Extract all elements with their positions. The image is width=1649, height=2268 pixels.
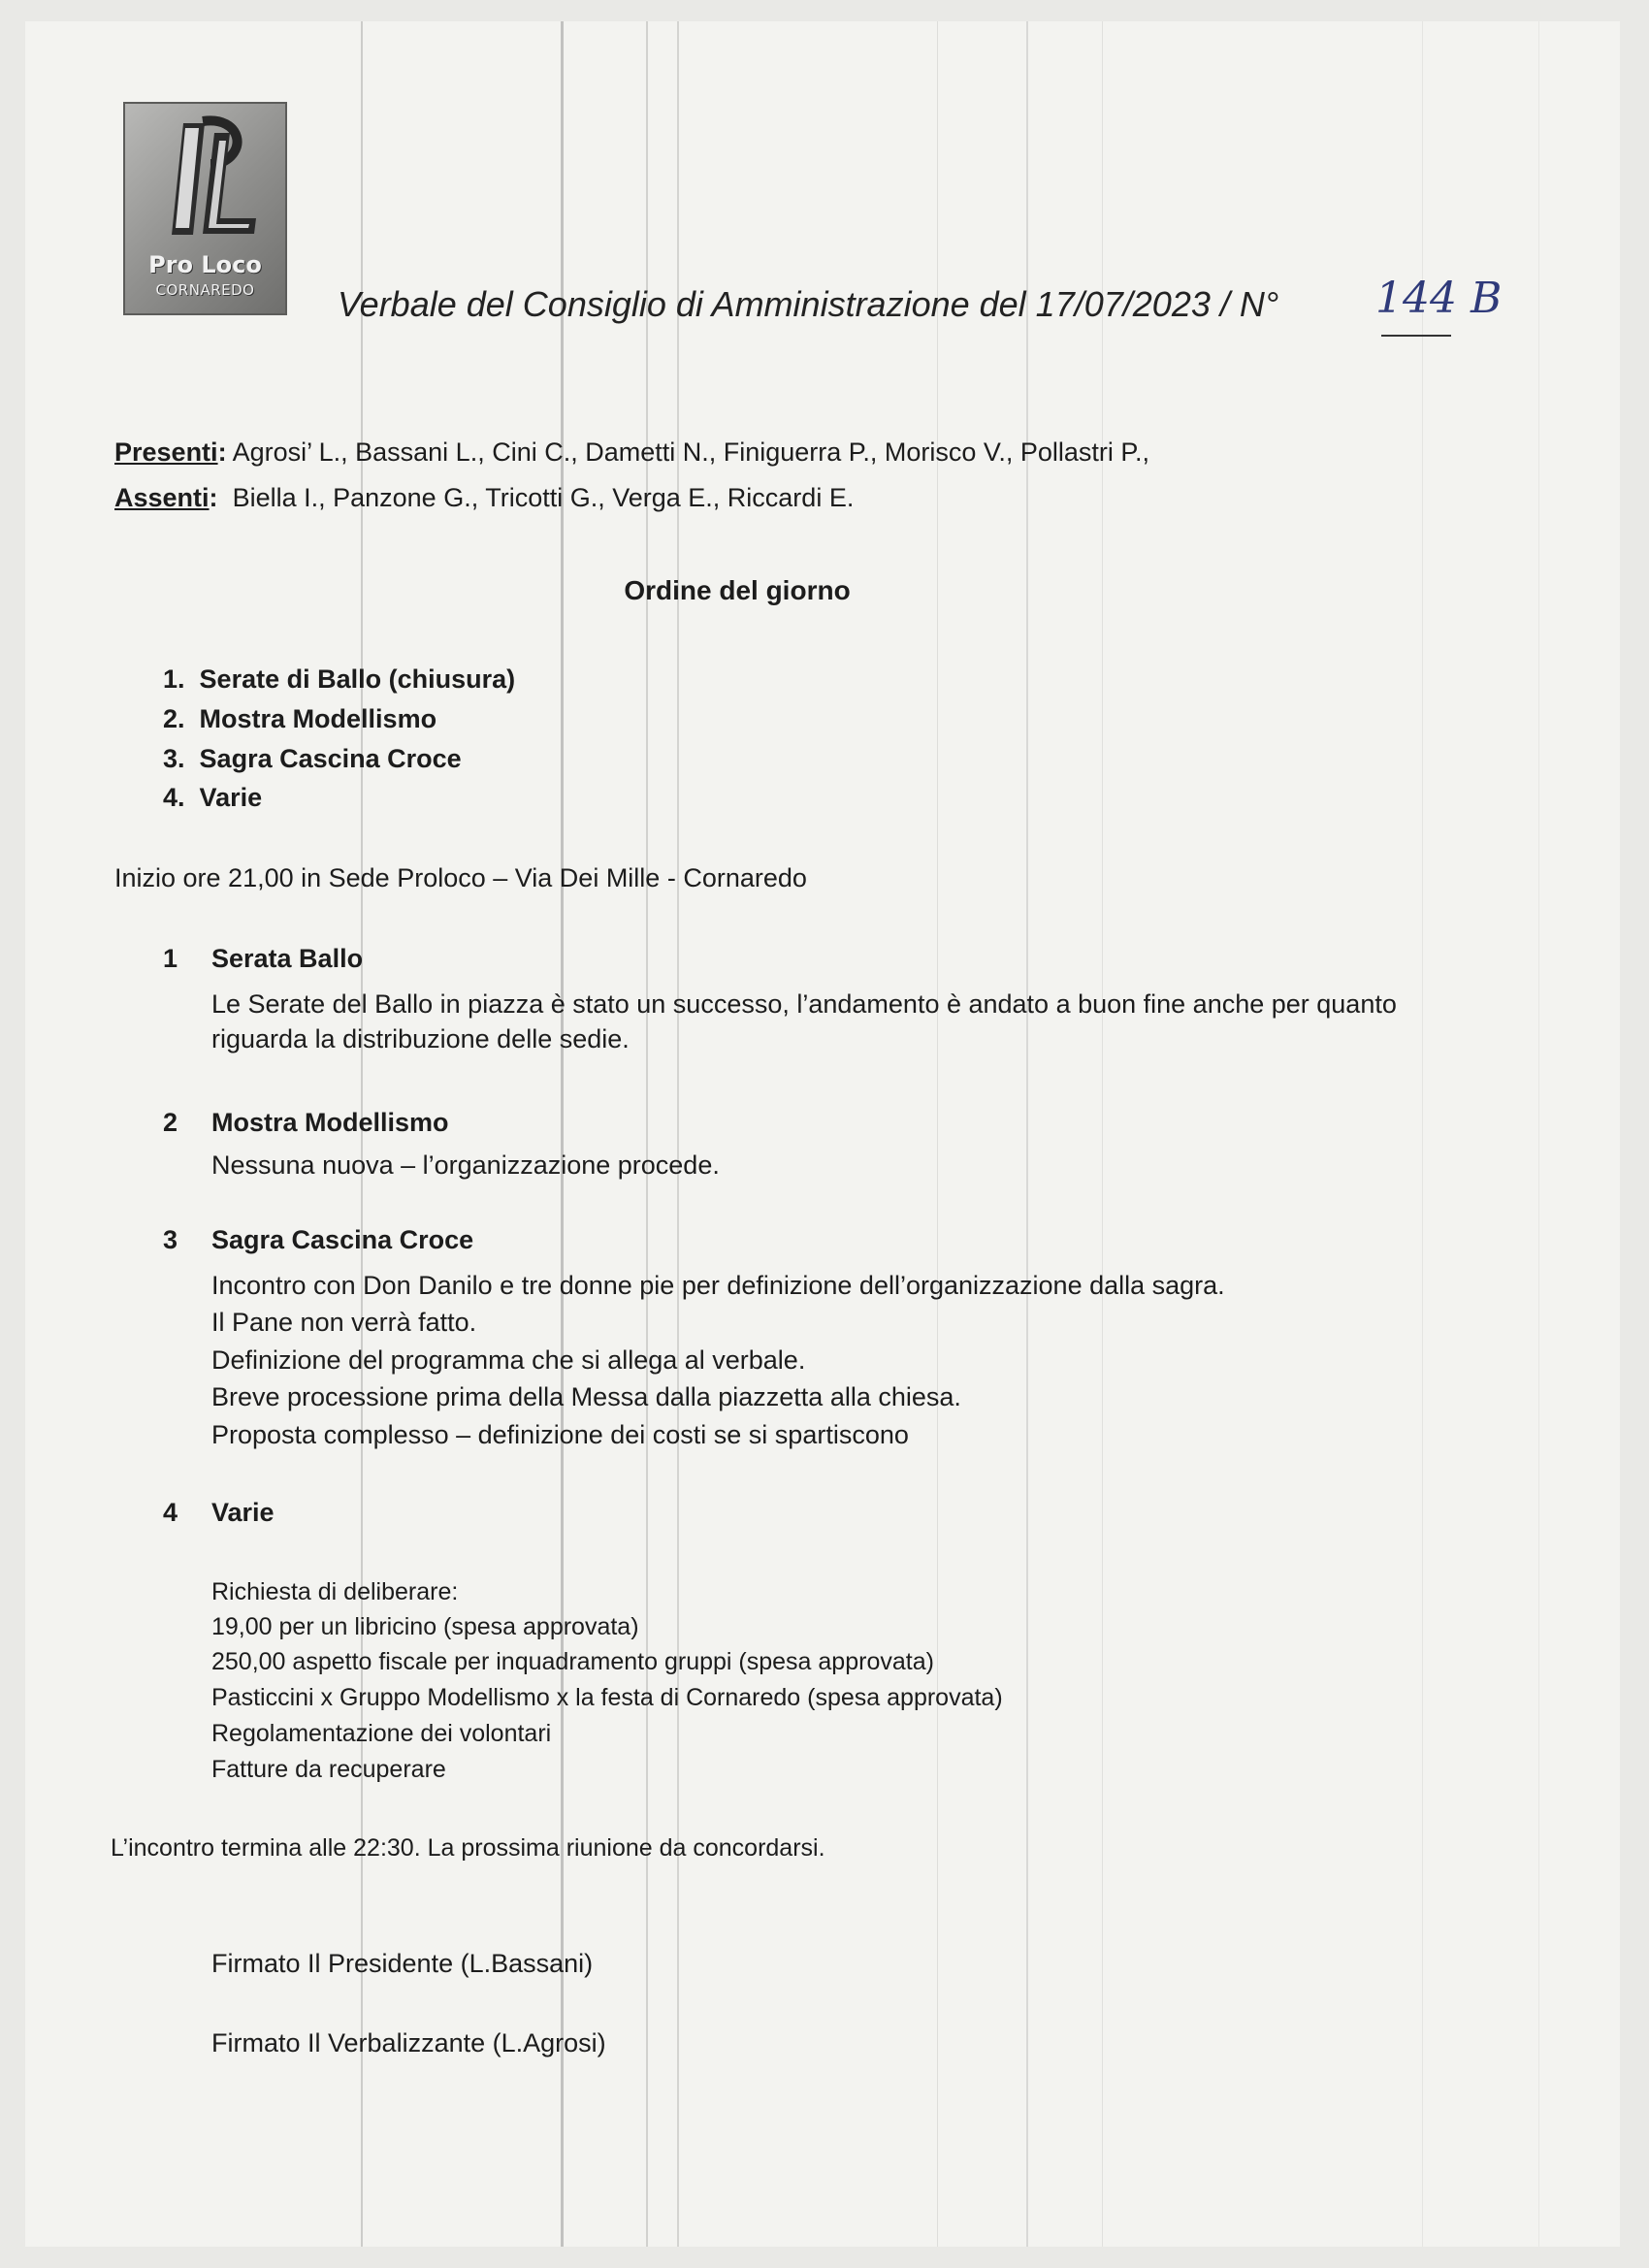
presenti-line: Presenti: Agrosi’ L., Bassani L., Cini C., Dametti N., Finiguerra P., Morisco V., Pollastri P., (114, 437, 1149, 467)
number-underline (1381, 335, 1451, 337)
section-line: Definizione del programma che si allega al verbale. (211, 1345, 806, 1375)
section-line: Fatture da recuperare (211, 1756, 446, 1783)
agenda-title: Ordine del giorno (624, 575, 851, 605)
assenti-names: Biella I., Panzone G., Tricotti G., Verga E., Riccardi E. (232, 483, 855, 512)
section-line: Breve processione prima della Messa dalla piazzetta alla chiesa. (211, 1382, 961, 1411)
section-title: Serata Ballo (211, 944, 364, 973)
section-title: Varie (211, 1498, 275, 1527)
agenda-item: 2. Mostra Modellismo (163, 704, 437, 733)
agenda-item: 1. Serate di Ballo (chiusura) (163, 664, 516, 694)
section-line: Regolamentazione dei volontari (211, 1720, 552, 1747)
pro-loco-logo (123, 102, 287, 315)
section-title: Mostra Modellismo (211, 1108, 449, 1137)
section-number: 3 (163, 1225, 178, 1254)
logo-line2: CORNAREDO (155, 281, 255, 299)
section-line: Richiesta di deliberare: (211, 1578, 459, 1605)
agenda-item: 3. Sagra Cascina Croce (163, 744, 462, 773)
assenti-label: Assenti (114, 483, 210, 512)
assenti-line: Assenti: Biella I., Panzone G., Tricotti G., Verga E., Riccardi E. (114, 483, 855, 512)
section-line: Proposta complesso – definizione dei costi se si spartiscono (211, 1420, 909, 1449)
section-line: riguarda la distribuzione delle sedie. (211, 1024, 630, 1053)
closing-line: L’incontro termina alle 22:30. La prossima riunione da concordarsi. (111, 1834, 825, 1862)
document-title: Verbale del Consiglio di Amministrazione del 17/07/2023 / N° (338, 284, 1279, 324)
section-title: Sagra Cascina Croce (211, 1225, 474, 1254)
signature-secretary: Firmato Il Verbalizzante (L.Agrosi) (211, 2028, 606, 2057)
agenda-item: 4. Varie (163, 783, 263, 812)
section-line: Incontro con Don Danilo e tre donne pie per definizione dell’organizzazione dalla sagra. (211, 1271, 1225, 1300)
section-number: 2 (163, 1108, 178, 1137)
handwritten-number: 144 B (1375, 274, 1503, 323)
section-line: Il Pane non verrà fatto. (211, 1308, 477, 1337)
section-line: Nessuna nuova – l’organizzazione procede. (211, 1150, 720, 1180)
presenti-label: Presenti (114, 437, 218, 467)
start-line: Inizio ore 21,00 in Sede Proloco – Via Dei Mille - Cornaredo (114, 863, 807, 892)
section-line: 250,00 aspetto fiscale per inquadramento gruppi (spesa approvata) (211, 1648, 934, 1675)
logo-line1: Pro Loco (148, 251, 262, 278)
section-line: Le Serate del Ballo in piazza è stato un successo, l’andamento è andato a buon fine anche per quanto (211, 989, 1397, 1019)
section-line: 19,00 per un libricino (spesa approvata) (211, 1613, 639, 1640)
section-line: Pasticcini x Gruppo Modellismo x la festa di Cornaredo (spesa approvata) (211, 1684, 1003, 1711)
section-number: 1 (163, 944, 178, 973)
presenti-names: Agrosi’ L., Bassani L., Cini C., Dametti N., Finiguerra P., Morisco V., Pollastri P., (232, 437, 1149, 467)
pl-monogram-icon (125, 104, 289, 249)
signature-president: Firmato Il Presidente (L.Bassani) (211, 1949, 594, 1978)
section-number: 4 (163, 1498, 178, 1527)
